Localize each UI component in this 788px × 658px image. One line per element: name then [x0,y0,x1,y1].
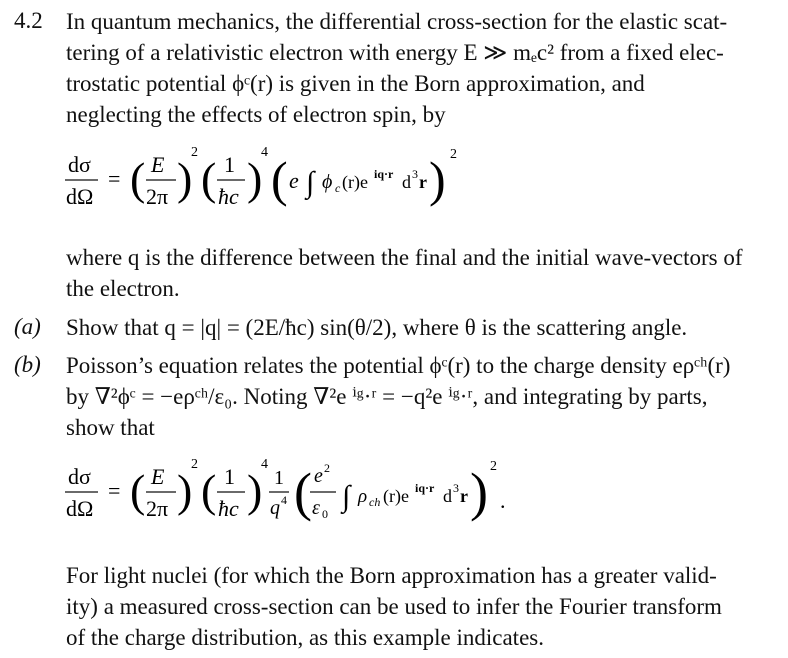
svg-text:(: ( [201,465,217,516]
eq2-f4-numerator: e [314,465,323,487]
intro-line: trostatic potential ϕᶜ(r) is given in the Born approximation, and [66,71,645,96]
eq1-lhs-denominator: dΩ [66,184,94,209]
intro-paragraph [66,6,778,130]
intro-line: neglecting the effects of electron spin, by [66,102,446,127]
eq1-exp-c: 2 [450,147,457,162]
closing-line: For light nuclei (for which the Born approximation has a greater valid- [66,563,717,588]
svg-text:): ) [470,462,488,522]
eq1-lhs-numerator: dσ [68,152,91,177]
eq2-f3-den-exp: 4 [281,493,287,507]
svg-text:): ) [247,465,263,516]
eq2-f4-num-exp: 2 [324,461,330,475]
eq1-equals: = [108,166,121,191]
eq2-f2-numerator: 1 [224,464,235,489]
equation-charge-density-cross-section [60,450,530,540]
part-b-label: (b) [14,352,41,377]
eq2-f2-denominator: ħc [218,496,239,521]
part-b-text [66,350,778,443]
eq1-d: d [402,172,411,192]
eq2-d: d [443,486,452,506]
part-b-line: Poisson’s equation relates the potential ϕᶜ(r) to the charge density eρᶜʰ(r) [66,353,731,378]
eq1-exp-a: 2 [191,145,198,160]
part-b-line: show that [66,415,155,440]
eq2-exp-c: 2 [490,459,497,474]
eq1-f2-denominator: ħc [218,184,239,209]
eq2-exponent: iq·r [415,481,435,495]
part-a-line: Show that q = |q| = (2E/ħc) sin(θ/2), where θ is the scattering angle. [66,315,688,340]
svg-text:): ) [429,151,446,207]
closing-line: of the charge distribution, as this example indicates. [66,625,544,650]
eq1-exp-b: 4 [261,145,268,160]
eq1-f1-numerator: E [151,152,165,177]
eq1-arg: (r)e [342,172,368,192]
svg-text:(: ( [294,462,312,522]
eq2-f1-denominator: 2π [146,496,169,521]
equation-1-svg [60,140,480,220]
part-b-line: by ∇²ϕᶜ = −eρᶜʰ/ε₀. Noting ∇²e ⁱᵍ·ʳ = −q²e ⁱᵍ·ʳ, and integrating by parts, [66,384,708,409]
eq2-d-exp: 3 [453,481,459,495]
eq1-phi-sub: c [335,181,341,195]
svg-text:): ) [177,465,193,516]
intro-line: tering of a relativistic electron with energy E ≫ mₑc² from a fixed elec- [66,40,724,65]
eq1-d-exp: 3 [412,167,418,181]
eq2-rho-sub: ch [369,495,381,509]
where-line: where q is the difference between the final and the initial wave-vectors of [66,245,743,270]
eq2-arg: (r)e [383,486,409,506]
svg-text:): ) [177,153,193,204]
eq2-integral: ∫ [342,480,351,513]
eq2-f3-denominator: q [270,497,280,519]
eq2-exp-a: 2 [191,457,198,472]
eq1-r: r [419,172,427,192]
part-a-text [66,312,778,343]
eq1-f1-denominator: 2π [146,184,169,209]
eq1-charge-e: e [289,168,299,193]
svg-text:(: ( [130,153,146,204]
eq2-f4-denominator: ε [312,497,320,519]
svg-text:(: ( [130,465,146,516]
eq2-f3-numerator: 1 [274,467,284,489]
equation-2-svg [60,450,530,534]
eq2-period: . [500,488,506,513]
where-paragraph [66,242,778,304]
where-line: the electron. [66,276,180,301]
closing-paragraph [66,560,778,653]
eq1-exponent: iq·r [374,167,394,181]
intro-line: In quantum mechanics, the differential cross-section for the elastic scat- [66,9,728,34]
eq1-integral: ∫ [306,166,315,199]
eq2-equals: = [108,478,121,503]
eq2-r: r [460,486,468,506]
problem-number: 4.2 [14,8,43,33]
eq2-f1-numerator: E [151,464,165,489]
eq2-lhs-denominator: dΩ [66,496,94,521]
svg-text:): ) [247,153,263,204]
part-a-label: (a) [14,314,41,339]
eq1-phi: ϕ [322,171,333,193]
svg-text:(: ( [201,153,217,204]
svg-text:(: ( [271,151,288,207]
eq1-f2-numerator: 1 [224,152,235,177]
eq2-lhs-numerator: dσ [68,464,91,489]
eq2-exp-b: 4 [261,457,268,472]
equation-born-cross-section [60,140,480,226]
eq2-rho: ρ [358,486,368,507]
eq2-f4-den-sub: 0 [322,507,328,521]
closing-line: ity) a measured cross-section can be used to infer the Fourier transform [66,594,722,619]
